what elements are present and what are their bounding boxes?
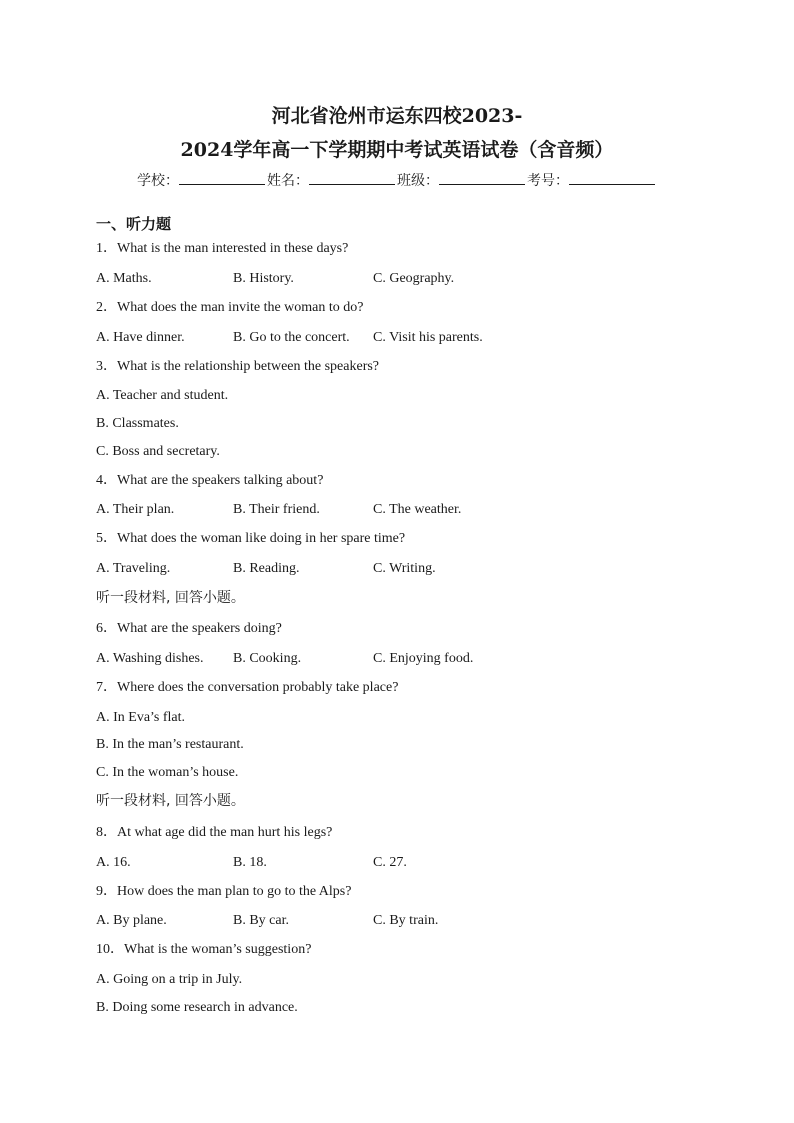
option-b: B. Cooking. xyxy=(233,651,302,666)
option-c: C. 27. xyxy=(373,855,407,870)
section-title: 一、听力题 xyxy=(96,215,172,233)
question-text: 7．Where does the conversation probably take place? xyxy=(96,680,399,695)
option-a: A. Teacher and student. xyxy=(96,388,229,403)
question-text: 6．What are the speakers doing? xyxy=(96,621,282,636)
option-a: A. Have dinner. xyxy=(96,330,185,345)
question-text: 9．How does the man plan to go to the Alps? xyxy=(96,884,352,899)
option-c: C. Geography. xyxy=(373,271,455,286)
school-label: 学校： xyxy=(137,173,179,189)
option-c: C. Visit his parents. xyxy=(373,330,483,345)
option-c: C. By train. xyxy=(373,913,439,928)
option-b: B. By car. xyxy=(233,913,289,928)
option-a: A. 16. xyxy=(96,855,131,870)
option-b: B. Doing some research in advance. xyxy=(96,1000,298,1015)
question-text: 2．What does the man invite the woman to do? xyxy=(96,300,364,315)
option-c: C. The weather. xyxy=(373,502,462,517)
question-text: 4．What are the speakers talking about? xyxy=(96,473,324,488)
option-a: A. In Eva’s flat. xyxy=(96,710,186,725)
school-blank[interactable] xyxy=(179,170,265,185)
question-text: 10．What is the woman’s suggestion? xyxy=(96,942,312,957)
option-b: B. Classmates. xyxy=(96,416,179,431)
option-c: C. Boss and secretary. xyxy=(96,444,220,459)
listening-instruction: 听一段材料, 回答小题。 xyxy=(96,590,245,606)
option-b: B. 18. xyxy=(233,855,267,870)
option-b: B. History. xyxy=(233,271,294,286)
question-text: 5．What does the woman like doing in her spare time? xyxy=(96,531,406,546)
name-blank[interactable] xyxy=(309,170,395,185)
question-text: 8．At what age did the man hurt his legs? xyxy=(96,825,333,840)
question-text: 1．What is the man interested in these days? xyxy=(96,241,349,256)
exam-number-label: 考号： xyxy=(527,173,569,189)
document-title-line1: 河北省沧州市运东四校2023- xyxy=(271,105,523,127)
option-c: C. In the woman’s house. xyxy=(96,765,239,780)
option-a: A. Going on a trip in July. xyxy=(96,972,243,987)
option-a: A. By plane. xyxy=(96,913,167,928)
option-b: B. Go to the concert. xyxy=(233,330,350,345)
option-c: C. Writing. xyxy=(373,561,436,576)
name-label: 姓名： xyxy=(267,173,309,189)
document-title-line2: 2024学年高一下学期期中考试英语试卷（含音频） xyxy=(180,139,614,161)
listening-instruction: 听一段材料, 回答小题。 xyxy=(96,793,245,809)
class-blank[interactable] xyxy=(439,170,525,185)
option-b: B. Reading. xyxy=(233,561,300,576)
option-a: A. Maths. xyxy=(96,271,152,286)
option-c: C. Enjoying food. xyxy=(373,651,474,666)
option-b: B. In the man’s restaurant. xyxy=(96,737,244,752)
option-b: B. Their friend. xyxy=(233,502,320,517)
option-a: A. Their plan. xyxy=(96,502,175,517)
exam-number-blank[interactable] xyxy=(569,170,655,185)
class-label: 班级： xyxy=(397,173,439,189)
student-info-row xyxy=(0,170,794,191)
option-a: A. Washing dishes. xyxy=(96,651,204,666)
question-text: 3．What is the relationship between the speakers? xyxy=(96,359,380,374)
option-a: A. Traveling. xyxy=(96,561,171,576)
